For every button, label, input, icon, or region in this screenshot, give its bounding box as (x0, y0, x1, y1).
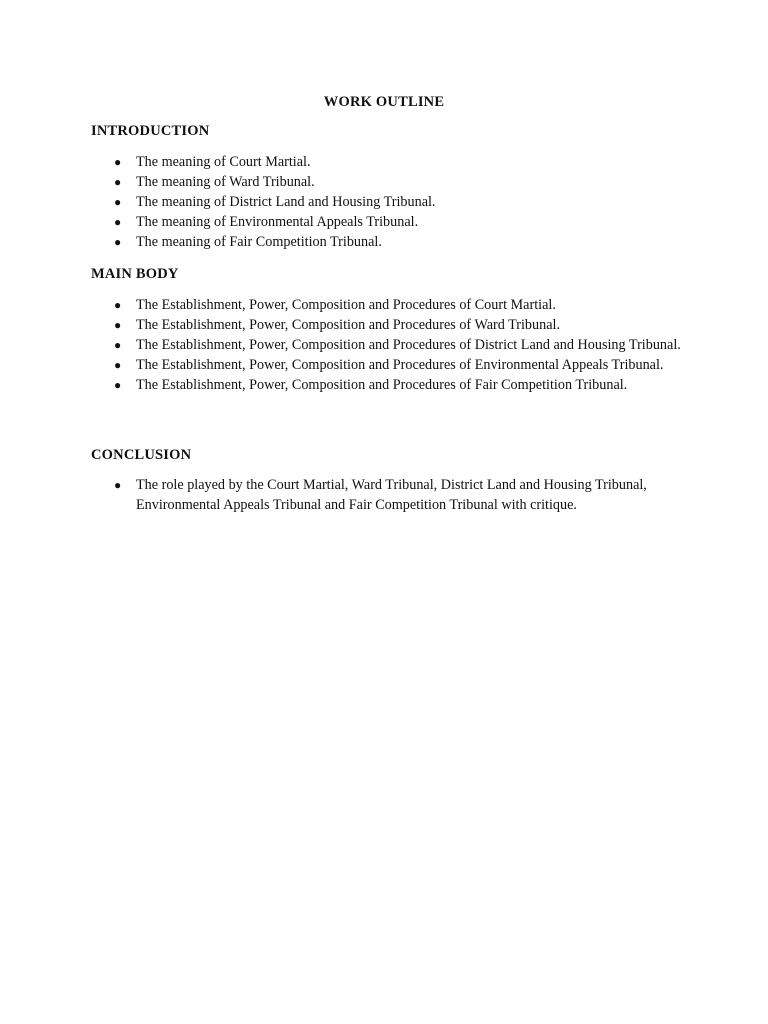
list-item (91, 232, 691, 252)
main-body-list (91, 295, 691, 395)
list-item-text: The Establishment, Power, Composition and Procedures of District Land and Housing Tribunal. (136, 337, 681, 353)
bullet-icon: ● (114, 155, 122, 169)
introduction-list (91, 152, 691, 252)
list-item-text: The Establishment, Power, Composition and Procedures of Ward Tribunal. (136, 317, 561, 333)
list-item (91, 475, 691, 515)
bullet-icon: ● (114, 215, 122, 229)
list-item-text: The meaning of Environmental Appeals Tribunal. (136, 214, 419, 230)
bullet-icon: ● (114, 298, 122, 312)
list-item (91, 315, 691, 335)
bullet-icon: ● (114, 338, 122, 352)
list-item-text: The role played by the Court Martial, Ward Tribunal, District Land and Housing Tribunal, Environmental Appeals Tribunal and Fair Competition Tribunal with critique. (136, 477, 647, 513)
bullet-icon: ● (114, 358, 122, 372)
list-item-text: The meaning of District Land and Housing Tribunal. (136, 194, 436, 210)
list-item-text: The meaning of Fair Competition Tribunal. (136, 234, 382, 250)
section-heading-main-body: MAIN BODY (91, 266, 179, 282)
list-item (91, 212, 691, 232)
list-item (91, 152, 691, 172)
list-item-text: The meaning of Ward Tribunal. (136, 174, 315, 190)
list-item-text: The Establishment, Power, Composition and Procedures of Environmental Appeals Tribunal. (136, 357, 664, 373)
bullet-icon: ● (114, 195, 122, 209)
list-item-text: The Establishment, Power, Composition and Procedures of Fair Competition Tribunal. (136, 377, 628, 393)
bullet-icon: ● (114, 235, 122, 249)
bullet-icon: ● (114, 175, 122, 189)
bullet-icon: ● (114, 318, 122, 332)
list-item (91, 375, 691, 395)
list-item (91, 172, 691, 192)
bullet-icon: ● (114, 478, 122, 492)
section-heading-introduction: INTRODUCTION (91, 123, 210, 139)
conclusion-list (91, 475, 691, 515)
bullet-icon: ● (114, 378, 122, 392)
list-item (91, 192, 691, 212)
section-heading-conclusion: CONCLUSION (91, 447, 192, 463)
list-item (91, 335, 691, 355)
list-item (91, 355, 691, 375)
list-item (91, 295, 691, 315)
page-title: WORK OUTLINE (323, 94, 445, 110)
list-item-text: The Establishment, Power, Composition and Procedures of Court Martial. (136, 297, 556, 313)
list-item-text: The meaning of Court Martial. (136, 154, 311, 170)
